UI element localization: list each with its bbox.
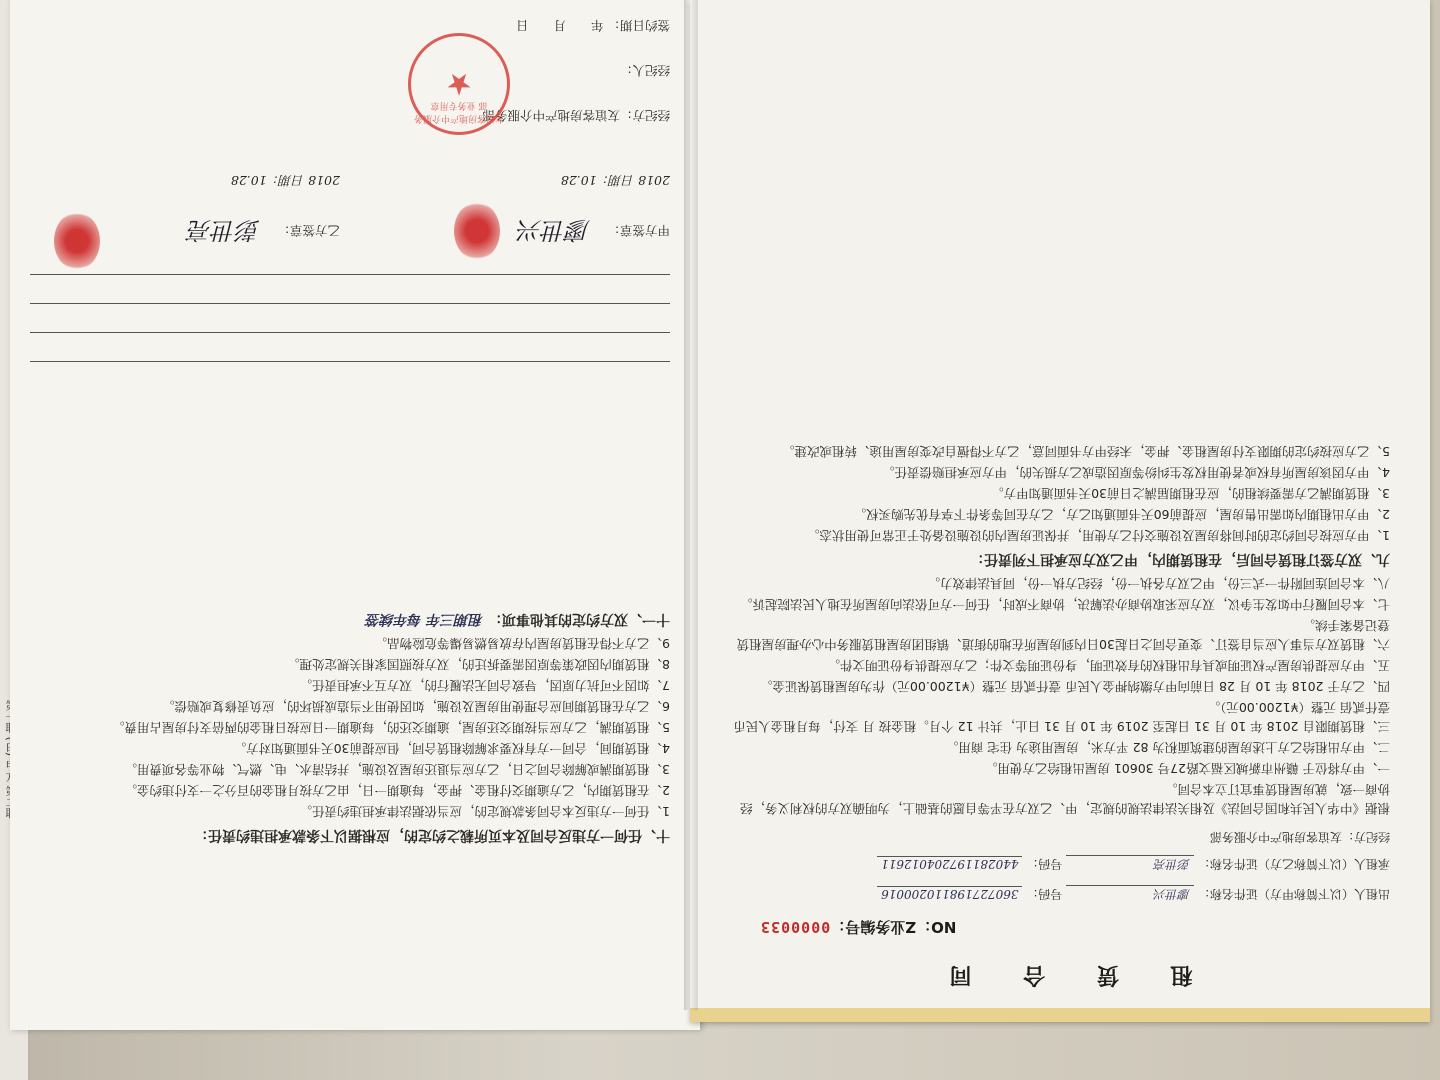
section-eleven-value: 租期三年 每年续签 (366, 611, 484, 627)
clause-right-8: 八、本合同连同附件一式三份，甲乙双方各执一份，经纪方执一份，同具法律效力。 (927, 576, 1390, 591)
lessor-id: 360727198110200016 (877, 886, 1022, 901)
clause-left-6: 6、乙方在租赁期间应合理使用房屋及设施，如因使用不当造成损坏的，应负责修复或赔偿。 (162, 699, 670, 714)
clause-left-7: 7、如因不可抗力原因，导致合同无法履行的，双方互不承担责任。 (299, 678, 670, 693)
party-a-date: 2018 日期：10.28 (560, 173, 670, 188)
clause-right-4: 四、乙方于 2018 年 10 月 28 日前向甲方缴纳押金人民币 壹仟贰佰 元整（¥1200.00元）作为房屋租赁保证金。 (759, 679, 1390, 694)
agent-person-label: 经纪人： (619, 63, 670, 78)
lessee-id-label: 号码： (1026, 857, 1063, 871)
clause-left-3: 3、租赁期满或解除合同之日，乙方应当退还房屋及设施，并结清水、电、燃气、物业等各项费用。 (124, 762, 670, 777)
agent-field: 经纪方：友谊客房地产中介服务部 (1209, 830, 1390, 844)
clause-right-9-2: 2、甲方出租期内如需出售房屋，应提前60天书面通知乙方，乙方在同等条件下享有优先购买权。 (853, 507, 1390, 522)
page-gutter (684, 0, 698, 1010)
agent-sign-label: 经纪方：友谊客房地产中介服务部 (482, 108, 670, 123)
lessee-id: 440281197204012611 (877, 856, 1022, 871)
clause-left-4: 4、租赁期间，合同一方有权要求解除租赁合同，但应提前30天书面通知对方。 (233, 741, 670, 756)
party-a-signature: 廖世兴 (518, 216, 590, 244)
section-ten-heading: 十、任何一方违反合同及本页所载之约定的，应根据以下条款承担违约责任： (194, 827, 670, 843)
clause-right-3: 三、租赁期限自 2018 年 10 月 31 日起至 2019 年 10 月 31 日止，共计 12 个月。租金按 月 支付，每月租金人民币 壹仟贰佰 元整（¥1200.00元）。 (733, 700, 1390, 734)
party-b-signature: 彭世亮 (188, 216, 260, 244)
clause-right-6: 六、租赁双方当事人应当自签订、变更合同之日起30日内到房屋所在地的街道、镇组团房屋租赁服务中心办理房屋租赁登记备案手续。 (736, 618, 1390, 652)
party-b-sign-label: 乙方签章： (277, 223, 340, 238)
intro-text: 根据《中华人民共和国合同法》及相关法律法规的规定，甲、乙双方在平等自愿的基础上，为明确双方的权利义务，经协商一致，就房屋租赁事宜订立本合同。 (739, 782, 1390, 816)
lessee-name: 彭世亮 (1066, 855, 1194, 873)
lessee-field (877, 855, 1390, 873)
sign-date-label-text: 签约日期： (607, 18, 670, 33)
clause-right-1: 一、甲方将位于 赣州市新城区福文路27号 30601 房屋出租给乙方使用。 (984, 761, 1390, 776)
clause-right-5: 五、甲方应提供房屋产权证明或具有出租权的有效证明，身份证明等文件；乙方应提供身份证明文件。 (827, 658, 1390, 673)
clauses-right (730, 440, 1390, 818)
party-b-date: 2018 日期：10.28 (230, 173, 340, 188)
clause-right-9-1: 1、甲方应按合同约定的时间将房屋及设施交付乙方使用，并保证房屋内的设施设备处于正常可使用状态。 (807, 528, 1390, 543)
contract-number (760, 917, 956, 938)
section-nine-heading: 九、双方签订租赁合同后，在租赁期内，甲乙双方应承担下列责任： (970, 551, 1390, 567)
agency-seal: 友谊客房地产中介服务部 业务专用章 ★ (408, 33, 510, 135)
contract-left-page (10, 0, 700, 1030)
contract-right-page (690, 0, 1430, 1022)
section-eleven-label: 十一、双方约定的其他事项： (488, 611, 670, 627)
contract-title: 租 赁 合 同 (927, 962, 1193, 988)
party-b-thumbprint (54, 212, 100, 270)
section-eleven-heading (30, 609, 670, 628)
contract-number-label: NO：Z业务编号： (830, 918, 957, 936)
clause-right-2: 二、甲方出租给乙方上述房屋的建筑面积为 82 平方米，房屋用途为 住宅 商用。 (945, 740, 1390, 755)
seal-text: 友谊客房地产中介服务部 业务专用章 (414, 100, 505, 123)
clauses-left (30, 605, 670, 850)
sign-date-label (516, 17, 670, 35)
party-a-sign-label: 甲方签章： (607, 223, 670, 238)
lessor-name: 廖世兴 (1066, 885, 1194, 903)
sign-date-value: 年 月 日 (515, 18, 604, 33)
clause-left-8: 8、租赁期内因政策等原因需要拆迁的，双方按照国家相关规定处理。 (287, 657, 670, 672)
lessor-id-label: 号码： (1026, 887, 1063, 901)
clause-right-9-4: 4、甲方因该房屋所有权或者使用权发生纠纷等原因造成乙方损失的，甲方应承担赔偿责任。 (882, 465, 1390, 480)
clause-left-2: 2、在租赁期内，乙方逾期交付租金、押金，每逾期一日，由乙方按月租金的百分之一支付违约金。 (124, 783, 670, 798)
lessor-field (877, 885, 1390, 903)
contract-number-value: 0000033 (760, 918, 831, 936)
clause-left-1: 1、任何一方违反本合同条款规定的，应当依据法律承担违约责任。 (299, 804, 670, 819)
lessor-label: 出租人（以下简称甲方）证件名称： (1197, 887, 1390, 901)
clause-left-5: 5、租赁期满，乙方应当按期交还房屋，逾期交还的，每逾期一日应按日租金的两倍支付房屋占用费。 (112, 720, 670, 735)
clause-right-9-3: 3、租赁期满乙方需要续租的，应在租期届满之日前30天书面通知甲方。 (991, 486, 1390, 501)
clause-right-7: 七、本合同履行中如发生争议，双方应采取协商办法解决，协商不成时，任何一方可依法向房屋所在地人民法院起诉。 (739, 597, 1390, 612)
blank-lines (30, 274, 670, 390)
clause-left-9: 9、乙方不得在租赁房屋内存放易燃易爆等危险物品。 (374, 636, 670, 651)
clause-right-9-5: 5、乙方应按约定的期限支付房屋租金、押金，未经甲方书面同意，乙方不得擅自改变房屋用途、转租或改建。 (782, 444, 1390, 459)
party-a-thumbprint (454, 202, 500, 260)
lessee-label: 承租人（以下简称乙方）证件名称： (1197, 857, 1390, 871)
